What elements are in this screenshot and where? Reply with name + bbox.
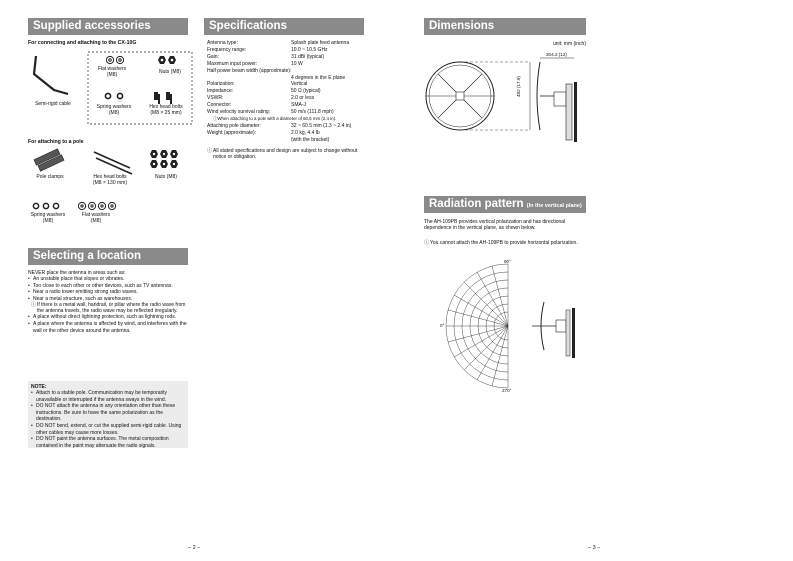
list-item: • A place without direct lightning protection, such as lightning rods. — [28, 314, 188, 321]
spec-row — [207, 88, 367, 95]
radiation-note-text: You cannot attach the AH-109PB to provide horizontal polarization. — [430, 240, 578, 246]
spec-key: Attaching pole diameter: — [207, 122, 261, 129]
spec-key: Half power beam width (approximate): — [207, 67, 292, 74]
spec-key: Frequency range: — [207, 46, 247, 53]
spec-key: Weight (approximate): — [207, 129, 257, 136]
spec-key: Antenna type: — [207, 40, 238, 46]
list-item: • Too close to each other or other devices, such as TV antennas. — [28, 283, 188, 290]
spec-footer — [207, 148, 367, 160]
pole-nuts-label: Nuts (M8) — [155, 174, 177, 180]
note-list — [31, 390, 185, 449]
spec-row — [207, 109, 367, 116]
spec-value: Splash plate feed antenna — [291, 40, 350, 46]
spec-value: 2.0 kg, 4.4 lb — [291, 129, 320, 136]
spec-row — [207, 123, 367, 130]
spec-value: 10 W — [291, 60, 303, 67]
spec-value: 31 dBi (typical) — [291, 53, 325, 60]
location-intro: NEVER place the antenna in areas such as: — [28, 270, 126, 276]
spec-row — [207, 102, 367, 109]
list-item: • Near a radio tower emitting strong radio waves. — [28, 289, 188, 296]
dimension-height-label: 482 (17.9) — [516, 76, 521, 97]
spec-row — [207, 61, 367, 68]
radiation-left-label: 0° — [440, 323, 445, 328]
note-icon: ⓘ — [31, 302, 37, 309]
location-section — [28, 270, 188, 334]
metal-note-text: If there is a metal wall, handrail, or pillar where the radio wave from the antenna travels, the radio wave may be reflected irregularly. — [37, 302, 186, 315]
spec-row — [207, 40, 367, 47]
radiation-title-text: Radiation pattern — [429, 198, 524, 210]
location-list — [28, 276, 188, 302]
hex-head-bolts-label: Hex head bolts (M8 × 25 mm) — [149, 104, 183, 116]
spec-row — [207, 75, 367, 82]
pole-clamps-label: Pole clamps — [36, 174, 64, 180]
dimensions-drawing — [424, 52, 589, 147]
semi-rigid-cable-label: Semi-rigid cable — [35, 101, 71, 107]
spec-value: 50 Ω (typical) — [291, 88, 321, 95]
pole-hex-bolts-label: Hex head bolts (M8 × 130 mm) — [92, 174, 128, 186]
spec-value: 2.0 or less — [291, 95, 315, 102]
spec-row — [207, 54, 367, 61]
note-title: NOTE: — [31, 384, 47, 390]
metal-note — [28, 302, 188, 314]
cx10g-heading: For connecting and attaching to the CX-10G — [28, 40, 137, 46]
spec-row — [207, 47, 367, 54]
list-item: • DO NOT paint the antenna surfaces. The metal composition contained in the paint may attenuate the radio signals. — [31, 436, 185, 449]
page-number-right: – 3 – — [588, 545, 601, 551]
note-icon: ⓘ — [213, 115, 218, 121]
spec-row — [207, 68, 367, 75]
pole-spring-washers-label: Spring washers (M8) — [30, 212, 66, 224]
pole-flat-washers-label: Flat washers (M8) — [81, 212, 111, 224]
selecting-location-title: Selecting a location — [28, 248, 188, 265]
list-item: • Attach to a stable pole. Communication may be temporarily unavailable or interrupted if the antenna sways in the wind. — [31, 390, 185, 403]
note-icon: ⓘ — [424, 240, 430, 246]
wind-note-text: When attaching to a pole with a diameter of 60.5 mm (2.4 in). — [217, 115, 337, 121]
list-item: • DO NOT attach the antenna in any orientation other than these instructions. Be sure to have the same polarization as the destination. — [31, 403, 185, 423]
spec-key: Impedance: — [207, 88, 234, 95]
spec-key: Connector: — [207, 102, 232, 109]
spec-value: SMA-J — [291, 102, 306, 109]
spec-key: Wind velocity survival rating: — [207, 109, 271, 116]
radiation-bottom-label: 270° — [502, 388, 512, 393]
spec-value: (with the bracket) — [291, 136, 330, 143]
spec-key: Gain: — [207, 53, 219, 60]
list-item: • Near a metal structure, such as warehouses. — [28, 296, 188, 303]
spec-row — [207, 81, 367, 88]
list-item: • A place where the antenna is affected by wind, and interferes with the wall or the other device around the antenna. — [28, 321, 188, 334]
note-box — [28, 381, 188, 448]
radiation-note — [424, 240, 584, 246]
radiation-text: The AH-109PB provides vertical polarization and has directional dependence in the vertical plane, as shown below. — [424, 219, 566, 231]
dimensions-title: Dimensions — [424, 18, 586, 35]
specifications-list — [207, 40, 367, 160]
radiation-pattern-chart — [440, 262, 590, 392]
flat-washers-label: Flat washers (M8) — [97, 66, 127, 78]
radiation-pattern-title — [424, 196, 586, 213]
location-list-2 — [28, 314, 188, 334]
dimensions-unit: unit: mm (inch) — [552, 41, 586, 47]
spec-value: 4 degrees in the E plane — [291, 74, 346, 81]
note-icon: ⓘ — [207, 147, 213, 154]
spec-row — [207, 95, 367, 102]
spec-value: Vertical — [291, 81, 308, 88]
nuts-label: Nuts (M8) — [159, 69, 181, 75]
spec-value: 32 ~ 60.5 mm (1.3 ~ 2.4 in) — [291, 122, 352, 129]
list-item: • DO NOT bend, extend, or cut the supplied semi-rigid cable. Using other cables may cause more losses. — [31, 423, 185, 436]
dimension-width-label: 304.2 (12) — [546, 52, 567, 57]
list-item: • An unstable place that slopes or vibrates. — [28, 276, 188, 283]
spec-value: 10.0 ~ 10.5 GHz — [291, 46, 328, 53]
spec-row — [207, 137, 367, 144]
radiation-top-label: 90° — [504, 259, 511, 264]
supplied-accessories-title: Supplied accessories — [28, 18, 188, 35]
spec-key: Maximum input power: — [207, 60, 258, 67]
cx10g-accessories-drawing — [28, 50, 198, 134]
specifications-title: Specifications — [204, 18, 364, 35]
page-number-left: – 2 – — [188, 545, 201, 551]
spec-value: 50 m/s (111.8 mph) — [291, 109, 334, 116]
wind-note — [207, 116, 367, 123]
spec-row — [207, 130, 367, 137]
spec-key: Polarization: — [207, 81, 235, 88]
radiation-title-sub: (In the vertical plane) — [526, 203, 582, 209]
spec-footer-text: All stated specifications and design are subject to change without notice or obligation. — [213, 147, 358, 160]
pole-heading: For attaching to a pole — [28, 139, 84, 145]
spec-key: VSWR: — [207, 95, 224, 102]
spring-washers-label: Spring washers (M8) — [96, 104, 132, 116]
